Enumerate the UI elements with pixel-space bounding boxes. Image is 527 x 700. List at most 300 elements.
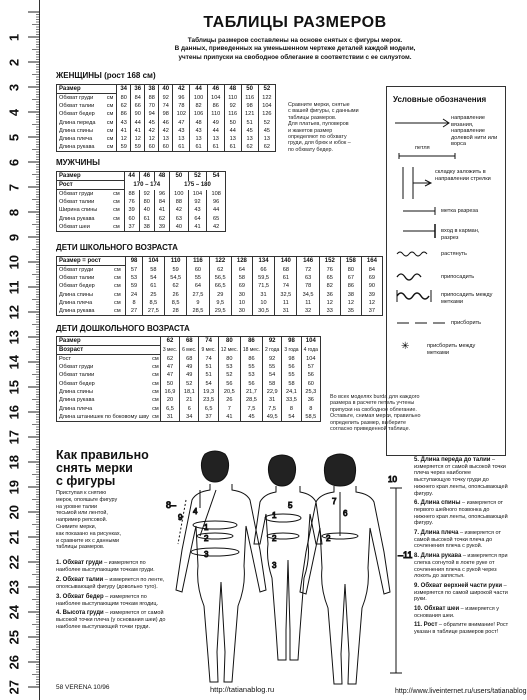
measurement-step <box>56 577 166 591</box>
table-cell: 38 <box>145 85 159 94</box>
table-cell: Обхват шеи <box>57 223 113 232</box>
table-cell: Длина плеча <box>57 299 114 307</box>
table-cell: см <box>152 405 159 412</box>
table-cell: 86 <box>240 337 262 346</box>
table-cell: 42 <box>170 206 189 214</box>
table-cell: 47 <box>160 371 179 379</box>
text-line: Во всех моделях burda для каждого <box>330 394 420 400</box>
table-cell: 122 <box>258 94 275 103</box>
svg-text:5: 5 <box>288 501 293 510</box>
table-cell: 2 года <box>263 346 282 355</box>
table-cell: 58 <box>231 274 252 282</box>
table-cell: 13 <box>173 135 190 143</box>
table-cell: 25 <box>142 291 164 299</box>
svg-text:–11: –11 <box>398 550 413 560</box>
step-description: – измеряется по наиболее выступающим точкам груди. <box>56 560 155 573</box>
table-cell: 49 <box>207 119 224 127</box>
table-cell: 52 <box>258 85 275 94</box>
table-cell: 140 <box>275 257 297 266</box>
table-cell: 38 <box>340 291 361 299</box>
table-cell: 51 <box>199 371 218 379</box>
ruler-number: 3 <box>6 83 22 92</box>
text-line: размера в расчете петель учтены <box>330 400 415 407</box>
table-cell: 43 <box>117 119 131 127</box>
text-line: как показано на рисунках, <box>56 530 122 537</box>
table-cell: 64 <box>187 282 209 290</box>
table-cell: 58 <box>263 380 282 388</box>
table-cell: 58 <box>282 380 301 388</box>
table-cell: 42 <box>145 127 159 135</box>
svg-text:1: 1 <box>204 523 209 532</box>
table-cell: 63 <box>297 274 319 282</box>
table-cell: 110 <box>224 94 241 103</box>
ruler-number: 2 <box>6 58 22 67</box>
school-table <box>56 256 383 316</box>
table-cell: 3 года <box>282 346 301 355</box>
table-cell: 11 <box>275 299 297 307</box>
table-cell: 18 мес. <box>240 346 262 355</box>
table-cell: 12 <box>131 135 145 143</box>
table-cell: 43 <box>188 206 207 214</box>
text-line: Снимите мерки, <box>56 523 97 530</box>
table-cell: 152 <box>319 257 340 266</box>
ruler-number: 15 <box>6 380 22 395</box>
table-row <box>57 215 226 223</box>
table-row <box>57 413 321 422</box>
step-title: 7. Длина плеча <box>414 530 459 537</box>
table-cell: 10 <box>252 299 274 307</box>
ruler-number: 12 <box>6 305 22 320</box>
table-cell: Обхват бедер <box>57 282 114 290</box>
table-cell: 35 <box>340 307 361 316</box>
table-cell: см <box>112 206 124 214</box>
table-cell: 45 <box>145 119 159 127</box>
step-description: – измеряется у основания шеи. <box>414 606 500 619</box>
ruler-number: 8 <box>6 208 22 217</box>
table-row <box>57 380 321 388</box>
table-row <box>57 371 321 379</box>
legend-item: припосадить между метками <box>441 292 493 305</box>
table-cell: 60 <box>159 143 173 152</box>
table-cell: 59 <box>131 143 145 152</box>
table-row <box>57 291 383 299</box>
table-cell: 98 <box>126 257 142 266</box>
table-cell: 46 <box>139 172 154 181</box>
table-cell: 68 <box>180 355 199 364</box>
table-cell: 175 – 180 <box>170 181 226 190</box>
table-row <box>57 274 383 282</box>
measurement-step <box>414 622 509 635</box>
table-cell: 40 <box>159 85 173 94</box>
table-cell: 12 мес. <box>218 346 240 355</box>
table-cell: 60 <box>145 143 159 152</box>
text-line: и сравните их с данными <box>56 537 120 544</box>
table-row <box>57 396 321 404</box>
table-cell: 31 <box>275 307 297 316</box>
table-cell: см <box>106 135 117 143</box>
table-cell: 88 <box>145 94 159 103</box>
table-cell: 59,5 <box>252 274 274 282</box>
table-cell: 44 <box>207 206 226 214</box>
table-cell: Длина плеча <box>57 404 152 412</box>
table-cell: 126 <box>258 110 275 118</box>
table-cell: 54 <box>199 380 218 388</box>
table-cell: 146 <box>297 257 319 266</box>
table-cell: 54 <box>142 274 164 282</box>
table-cell: Рост <box>57 181 125 190</box>
ruler-number: 4 <box>6 108 22 117</box>
page-intro <box>120 37 470 62</box>
table-cell: 106 <box>190 110 207 118</box>
text-line: припуски на свободное облегание. <box>330 406 417 413</box>
svg-text:10: 10 <box>388 475 397 484</box>
table-cell: 104 <box>301 355 320 364</box>
table-cell: 48 <box>190 119 207 127</box>
table-cell: 29,5 <box>209 307 231 316</box>
table-cell: Размер = рост <box>57 257 126 266</box>
table-cell: 24 <box>126 291 142 299</box>
table-cell: 57 <box>301 363 320 371</box>
table-cell: Длина рукава <box>57 396 152 404</box>
table-cell: 80 <box>340 266 361 275</box>
table-row <box>57 206 226 214</box>
ruler-number: 13 <box>6 330 22 345</box>
howto-title-line: снять мерки <box>56 461 133 475</box>
table-cell: см <box>152 356 159 362</box>
table-cell: 44 <box>131 119 145 127</box>
table-cell: 128 <box>231 257 252 266</box>
table-cell: 74 <box>159 102 173 110</box>
table-cell: 30 <box>231 307 252 316</box>
table-cell: 20 <box>160 396 179 404</box>
table-cell: см <box>152 372 159 379</box>
table-cell: см <box>113 291 126 299</box>
table-cell: 100 <box>170 190 189 199</box>
table-cell: Обхват груди <box>57 190 113 199</box>
step-title: 3. Обхват бедер <box>56 593 104 600</box>
table-cell: Обхват груди <box>57 94 106 103</box>
ruler-number: 25 <box>6 630 22 645</box>
svg-text:✳: ✳ <box>401 341 410 352</box>
table-cell: 47 <box>160 363 179 371</box>
table-cell: 80 <box>218 355 240 364</box>
table-cell: 92 <box>188 198 207 206</box>
table-cell: 46 <box>207 85 224 94</box>
table-cell: 100 <box>190 94 207 103</box>
table-cell: 80 <box>117 94 131 103</box>
table-cell: 34 <box>180 413 199 422</box>
table-cell: см <box>112 215 124 223</box>
table-cell: 25,3 <box>301 388 320 396</box>
table-cell: 98 <box>282 337 301 346</box>
table-cell: Длина переда <box>57 119 106 127</box>
table-cell: 90 <box>361 282 382 290</box>
table-cell: 26 <box>218 396 240 404</box>
table-cell: 121 <box>241 110 258 118</box>
table-cell: 16,9 <box>160 388 179 396</box>
table-cell: 96 <box>154 190 169 199</box>
step-title: 11. Рост <box>414 622 438 629</box>
table-cell: 134 <box>252 257 274 266</box>
table-cell: 164 <box>361 257 382 266</box>
footer-url-liveinternet[interactable]: http://www.liveinternet.ru/users/tatianablog <box>395 688 527 695</box>
step-title: 6. Длина спины <box>414 500 461 507</box>
table-cell: 19,3 <box>199 388 218 396</box>
table-cell: 49,5 <box>263 413 282 422</box>
table-cell: 66,5 <box>209 282 231 290</box>
table-cell: 90 <box>131 110 145 118</box>
table-cell: 84 <box>131 94 145 103</box>
measurement-step <box>56 560 166 574</box>
table-cell: Размер <box>57 85 117 94</box>
table-cell: 20,5 <box>218 388 240 396</box>
legend-item: растянуть <box>441 251 467 257</box>
svg-text:2: 2 <box>326 534 331 543</box>
table-cell: 41 <box>131 127 145 135</box>
table-cell: см <box>106 110 117 118</box>
table-cell: 31 <box>252 291 274 299</box>
table-cell: 104 <box>207 94 224 103</box>
measurement-figures <box>160 448 413 684</box>
table-cell: см <box>113 299 126 307</box>
step-title: 9. Обхват верхней части руки <box>414 582 503 589</box>
table-cell: 56 <box>301 371 320 379</box>
text-line: мерок, опояшьте фигуру <box>56 496 118 503</box>
table-cell: 12 <box>117 135 131 143</box>
table-cell: 36 <box>301 396 320 404</box>
table-cell: 9 мес. <box>199 346 218 355</box>
table-cell: см <box>113 282 126 290</box>
ruler-number: 5 <box>6 133 22 142</box>
table-cell: 98 <box>282 355 301 364</box>
table-cell: 70 <box>145 102 159 110</box>
text-line: Сравните мерки, снятые <box>288 102 350 108</box>
ruler-number: 23 <box>6 580 22 595</box>
table-cell: 13 <box>159 135 173 143</box>
table-cell: Длина плеча <box>57 135 106 143</box>
table-cell: 61 <box>139 215 154 223</box>
table-cell: 12 <box>361 299 382 307</box>
text-line: таблицы размеров. <box>288 114 337 121</box>
table-cell: 88 <box>124 190 139 199</box>
legend-item: присборить <box>451 320 482 326</box>
table-cell: см <box>112 223 124 232</box>
ruler-number: 10 <box>6 255 22 270</box>
table-cell: 74 <box>199 337 218 346</box>
table-cell: 21,7 <box>240 388 262 396</box>
table-cell: 94 <box>145 110 159 118</box>
table-row <box>57 404 321 412</box>
step-title: 1. Обхват груди <box>56 560 103 566</box>
table-row <box>57 94 276 103</box>
table-cell: 53 <box>218 363 240 371</box>
table-cell: 30 <box>231 291 252 299</box>
legend-item: складку заложить в направлении стрелки <box>435 169 491 182</box>
table-cell: 66 <box>252 266 274 275</box>
table-cell: 54 <box>282 413 301 422</box>
measurement-step <box>414 457 509 497</box>
table-cell: 60 <box>124 215 139 223</box>
table-cell: 49 <box>180 371 199 379</box>
table-cell: 41 <box>117 127 131 135</box>
table-cell: 58 <box>142 266 164 275</box>
table-cell: 52 <box>180 380 199 388</box>
table-cell: 8 <box>126 299 142 307</box>
svg-text:2: 2 <box>204 534 209 543</box>
table-cell: 29 <box>209 291 231 299</box>
table-row <box>57 102 276 110</box>
table-cell: 53 <box>126 274 142 282</box>
howto-title-line: Как правильно <box>56 448 149 462</box>
table-cell: 44 <box>190 85 207 94</box>
table-cell: 52 <box>218 371 240 379</box>
table-cell: Обхват бедер <box>57 110 106 118</box>
table-cell: 61 <box>173 143 190 152</box>
table-cell: 11 <box>297 299 319 307</box>
table-cell: 57 <box>126 266 142 275</box>
table-cell: Размер <box>57 172 125 181</box>
table-cell: 13 <box>258 135 275 143</box>
table-row <box>57 355 321 364</box>
table-cell: 27 <box>126 307 142 316</box>
text-line: например репсовой. <box>56 517 108 524</box>
table-cell: 33 <box>319 307 340 316</box>
table-cell: 45 <box>241 127 258 135</box>
ruler-number: 26 <box>6 655 22 670</box>
table-cell: Обхват груди <box>57 266 114 275</box>
ruler-number: 27 <box>6 680 22 695</box>
table-cell: 86 <box>240 355 262 364</box>
table-row <box>57 299 383 307</box>
table-cell: 9,5 <box>209 299 231 307</box>
table-cell: 69 <box>231 282 252 290</box>
table-cell: см <box>152 397 159 404</box>
table-cell: 74 <box>199 355 218 364</box>
table-cell: 49 <box>180 363 199 371</box>
table-cell: 92 <box>159 94 173 103</box>
table-cell: 6,5 <box>160 404 179 412</box>
table-cell: 84 <box>361 266 382 275</box>
school-heading: ДЕТИ ШКОЛЬНОГО ВОЗРАСТА <box>56 243 178 252</box>
table-cell: 61 <box>224 143 241 152</box>
table-cell: 31 <box>263 396 282 404</box>
table-cell: 62 <box>117 102 131 110</box>
table-cell: 78 <box>173 102 190 110</box>
measurement-step <box>414 500 509 527</box>
ruler-number: 6 <box>6 158 22 167</box>
footer-url[interactable]: http://tatianablog.ru <box>210 685 275 694</box>
table-cell: 61 <box>190 143 207 152</box>
measurement-step <box>56 594 166 608</box>
table-cell: 41 <box>154 206 169 214</box>
table-cell: 59 <box>165 266 187 275</box>
table-cell: 61 <box>207 143 224 152</box>
table-cell: 62 <box>165 282 187 290</box>
table-cell: Длина штанишек по боковому шву <box>57 413 152 422</box>
table-cell: 18,1 <box>180 388 199 396</box>
text-line: Для платьев, пуловеров <box>288 121 349 128</box>
table-cell: 67 <box>340 274 361 282</box>
step-title: 8. Длина рукава <box>414 553 462 560</box>
table-cell: 64 <box>188 215 207 223</box>
ruler-number: 11 <box>6 280 22 295</box>
table-cell: 80 <box>218 337 240 346</box>
step-description: – измеряется при слегка согнутой в локте руке от сочленения плеча с рукой через локоть до запястья. <box>414 553 508 580</box>
preschool-table <box>56 336 321 422</box>
table-cell: 34 <box>117 85 131 94</box>
table-cell: 108 <box>207 190 226 199</box>
men-table <box>56 171 226 232</box>
ruler-number: 21 <box>6 530 22 545</box>
table-cell: 62 <box>258 143 275 152</box>
table-cell: 28 <box>165 307 187 316</box>
table-row <box>57 266 383 275</box>
svg-text:6: 6 <box>343 509 348 518</box>
table-cell: см <box>152 364 159 371</box>
table-cell: 13 <box>207 135 224 143</box>
table-cell: 30,5 <box>252 307 274 316</box>
ruler-number: 1 <box>6 33 22 42</box>
table-cell: 92 <box>139 190 154 199</box>
step-description: – измеряется по ленте, опоясывающей фигуру (довольно туго). <box>56 576 165 590</box>
measurement-step <box>414 583 509 603</box>
table-header-row <box>57 257 383 266</box>
table-cell: см <box>106 119 117 127</box>
table-cell: 32 <box>297 307 319 316</box>
table-cell: 50 <box>160 380 179 388</box>
table-row <box>57 223 226 232</box>
table-cell: Рост <box>57 355 152 364</box>
table-row <box>57 127 276 135</box>
howto-intro <box>56 490 160 551</box>
table-cell: 86 <box>340 282 361 290</box>
table-header-row <box>57 85 276 94</box>
table-row <box>57 198 226 206</box>
table-cell: 7 <box>218 404 240 412</box>
table-header-row <box>57 172 226 181</box>
howto-steps-left <box>56 560 166 634</box>
table-cell: 58,5 <box>301 413 320 422</box>
table-cell: см <box>112 198 124 206</box>
table-row <box>57 363 321 371</box>
table-cell: 44 <box>207 127 224 135</box>
measurement-step <box>414 530 509 550</box>
table-cell: 69 <box>361 274 382 282</box>
table-cell: 48 <box>154 172 169 181</box>
table-cell: 23,5 <box>199 396 218 404</box>
table-cell: 4 года <box>301 346 320 355</box>
table-cell: Обхват бедер <box>57 380 152 388</box>
table-cell: 22,9 <box>263 388 282 396</box>
table-cell: 46 <box>159 119 173 127</box>
legend-item: припосадить <box>441 274 475 280</box>
text-line: и жакетов размер <box>288 127 333 134</box>
intro-line: Таблицы размеров составлены на основе снятых с фигуры мерок. <box>187 37 403 44</box>
howto-title <box>56 449 149 488</box>
svg-text:3: 3 <box>272 561 277 570</box>
table-cell: 43 <box>173 127 190 135</box>
table-cell: 88 <box>170 198 189 206</box>
table-cell: 72 <box>297 266 319 275</box>
measurement-step <box>56 610 166 631</box>
svg-text:2: 2 <box>272 534 277 543</box>
table-cell: 55 <box>187 274 209 282</box>
legend-box <box>386 86 506 456</box>
table-cell: Обхват груди <box>57 363 152 371</box>
table-cell: 31 <box>160 413 179 422</box>
footer-issue: 58 VERENA 10/96 <box>56 684 110 691</box>
table-row <box>57 282 383 290</box>
